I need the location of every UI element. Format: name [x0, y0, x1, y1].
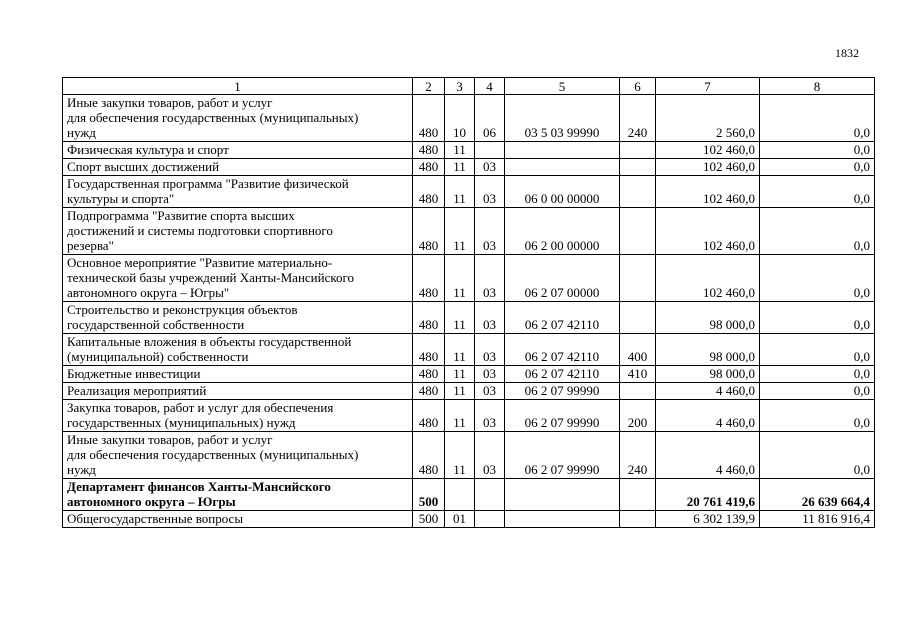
row-name-cell: Физическая культура и спорт — [63, 142, 413, 159]
row-name-cell: Иные закупки товаров, работ и услуг для обеспечения государственных (муниципальных) нужд — [63, 432, 413, 479]
row-section-cell: 11 — [445, 255, 475, 302]
row-target-code-cell: 06 2 07 42110 — [505, 302, 620, 334]
table-row — [63, 432, 875, 479]
table-row — [63, 208, 875, 255]
header-cell: 1 — [63, 78, 413, 95]
row-expense-type-cell: 200 — [620, 400, 656, 432]
row-name-cell: Реализация мероприятий — [63, 383, 413, 400]
row-expense-type-cell — [620, 176, 656, 208]
table-row — [63, 142, 875, 159]
row-section-cell: 11 — [445, 432, 475, 479]
row-target-code-cell: 06 2 07 99990 — [505, 400, 620, 432]
row-ministry-code-cell: 480 — [413, 208, 445, 255]
row-section-cell: 11 — [445, 302, 475, 334]
row-ministry-code-cell: 480 — [413, 366, 445, 383]
row-amount-year2-cell: 0,0 — [760, 334, 875, 366]
row-ministry-code-cell: 480 — [413, 383, 445, 400]
row-ministry-code-cell: 480 — [413, 255, 445, 302]
table-row — [63, 302, 875, 334]
table-row — [63, 400, 875, 432]
row-amount-year2-cell: 0,0 — [760, 432, 875, 479]
row-amount-year2-cell: 0,0 — [760, 400, 875, 432]
row-section-cell: 01 — [445, 511, 475, 528]
row-expense-type-cell: 400 — [620, 334, 656, 366]
row-name-cell: Бюджетные инвестиции — [63, 366, 413, 383]
row-amount-year1-cell: 4 460,0 — [656, 383, 760, 400]
row-amount-year2-cell: 26 639 664,4 — [760, 479, 875, 511]
table-row — [63, 334, 875, 366]
row-amount-year1-cell: 98 000,0 — [656, 366, 760, 383]
page-number: 1832 — [835, 46, 859, 60]
row-name-cell: Закупка товаров, работ и услуг для обеспечения государственных (муниципальных) нужд — [63, 400, 413, 432]
row-ministry-code-cell: 480 — [413, 432, 445, 479]
row-ministry-code-cell: 480 — [413, 400, 445, 432]
row-section-cell — [445, 479, 475, 511]
row-subsection-cell: 06 — [475, 95, 505, 142]
row-section-cell: 11 — [445, 159, 475, 176]
row-name-cell: Государственная программа "Развитие физической культуры и спорта" — [63, 176, 413, 208]
row-expense-type-cell — [620, 511, 656, 528]
row-expense-type-cell — [620, 208, 656, 255]
row-name-cell: Подпрограмма "Развитие спорта высших достижений и системы подготовки спортивного резерва" — [63, 208, 413, 255]
row-subsection-cell: 03 — [475, 208, 505, 255]
row-subsection-cell — [475, 142, 505, 159]
row-amount-year2-cell: 0,0 — [760, 383, 875, 400]
row-target-code-cell — [505, 142, 620, 159]
row-name-cell: Иные закупки товаров, работ и услуг для обеспечения государственных (муниципальных) нужд — [63, 95, 413, 142]
row-target-code-cell — [505, 159, 620, 176]
row-target-code-cell — [505, 479, 620, 511]
row-subsection-cell: 03 — [475, 432, 505, 479]
row-subsection-cell — [475, 511, 505, 528]
row-amount-year2-cell: 0,0 — [760, 95, 875, 142]
row-ministry-code-cell: 480 — [413, 334, 445, 366]
row-expense-type-cell: 240 — [620, 432, 656, 479]
row-expense-type-cell — [620, 159, 656, 176]
row-subsection-cell: 03 — [475, 334, 505, 366]
row-amount-year1-cell: 20 761 419,6 — [656, 479, 760, 511]
row-section-cell: 10 — [445, 95, 475, 142]
row-amount-year2-cell: 11 816 916,4 — [760, 511, 875, 528]
row-name-cell: Строительство и реконструкция объектов государственной собственности — [63, 302, 413, 334]
row-name-cell: Общегосударственные вопросы — [63, 511, 413, 528]
row-section-cell: 11 — [445, 383, 475, 400]
row-amount-year1-cell: 4 460,0 — [656, 432, 760, 479]
header-cell: 6 — [620, 78, 656, 95]
row-amount-year2-cell: 0,0 — [760, 302, 875, 334]
row-ministry-code-cell: 480 — [413, 176, 445, 208]
row-subsection-cell: 03 — [475, 176, 505, 208]
row-target-code-cell: 06 2 07 99990 — [505, 383, 620, 400]
row-amount-year1-cell: 102 460,0 — [656, 176, 760, 208]
row-target-code-cell: 03 5 03 99990 — [505, 95, 620, 142]
row-expense-type-cell — [620, 383, 656, 400]
row-target-code-cell: 06 2 07 00000 — [505, 255, 620, 302]
table-row — [63, 511, 875, 528]
row-ministry-code-cell: 480 — [413, 142, 445, 159]
table-row — [63, 255, 875, 302]
table-row — [63, 383, 875, 400]
table-row — [63, 479, 875, 511]
row-amount-year2-cell: 0,0 — [760, 208, 875, 255]
row-amount-year1-cell: 102 460,0 — [656, 255, 760, 302]
row-amount-year2-cell: 0,0 — [760, 366, 875, 383]
header-cell: 2 — [413, 78, 445, 95]
row-name-cell: Спорт высших достижений — [63, 159, 413, 176]
row-expense-type-cell — [620, 479, 656, 511]
row-expense-type-cell: 240 — [620, 95, 656, 142]
header-cell: 4 — [475, 78, 505, 95]
table-row — [63, 159, 875, 176]
row-expense-type-cell: 410 — [620, 366, 656, 383]
row-section-cell: 11 — [445, 176, 475, 208]
row-section-cell: 11 — [445, 208, 475, 255]
header-cell: 8 — [760, 78, 875, 95]
row-amount-year2-cell: 0,0 — [760, 142, 875, 159]
header-row — [63, 78, 875, 95]
row-expense-type-cell — [620, 142, 656, 159]
row-subsection-cell: 03 — [475, 255, 505, 302]
header-cell: 5 — [505, 78, 620, 95]
row-section-cell: 11 — [445, 334, 475, 366]
row-amount-year1-cell: 2 560,0 — [656, 95, 760, 142]
row-expense-type-cell — [620, 302, 656, 334]
row-subsection-cell: 03 — [475, 159, 505, 176]
table-row — [63, 366, 875, 383]
row-target-code-cell: 06 2 07 99990 — [505, 432, 620, 479]
table-row — [63, 95, 875, 142]
row-subsection-cell — [475, 479, 505, 511]
row-ministry-code-cell: 480 — [413, 302, 445, 334]
row-section-cell: 11 — [445, 142, 475, 159]
row-section-cell: 11 — [445, 366, 475, 383]
row-amount-year1-cell: 102 460,0 — [656, 142, 760, 159]
row-ministry-code-cell: 500 — [413, 479, 445, 511]
header-cell: 3 — [445, 78, 475, 95]
row-subsection-cell: 03 — [475, 400, 505, 432]
row-amount-year1-cell: 6 302 139,9 — [656, 511, 760, 528]
row-target-code-cell: 06 2 07 42110 — [505, 366, 620, 383]
row-ministry-code-cell: 480 — [413, 95, 445, 142]
row-amount-year2-cell: 0,0 — [760, 159, 875, 176]
budget-table — [62, 77, 875, 528]
row-amount-year1-cell: 98 000,0 — [656, 302, 760, 334]
row-amount-year2-cell: 0,0 — [760, 176, 875, 208]
row-ministry-code-cell: 500 — [413, 511, 445, 528]
row-target-code-cell: 06 0 00 00000 — [505, 176, 620, 208]
row-target-code-cell: 06 2 07 42110 — [505, 334, 620, 366]
row-target-code-cell — [505, 511, 620, 528]
row-amount-year2-cell: 0,0 — [760, 255, 875, 302]
row-name-cell: Капитальные вложения в объекты государственной (муниципальной) собственности — [63, 334, 413, 366]
header-cell: 7 — [656, 78, 760, 95]
row-name-cell: Департамент финансов Ханты-Мансийского автономного округа – Югры — [63, 479, 413, 511]
row-ministry-code-cell: 480 — [413, 159, 445, 176]
row-name-cell: Основное мероприятие "Развитие материально- технической базы учреждений Ханты-Мансийского автономного округа – Югры" — [63, 255, 413, 302]
row-amount-year1-cell: 102 460,0 — [656, 159, 760, 176]
row-amount-year1-cell: 98 000,0 — [656, 334, 760, 366]
row-amount-year1-cell: 4 460,0 — [656, 400, 760, 432]
row-subsection-cell: 03 — [475, 302, 505, 334]
row-target-code-cell: 06 2 00 00000 — [505, 208, 620, 255]
row-subsection-cell: 03 — [475, 383, 505, 400]
row-expense-type-cell — [620, 255, 656, 302]
row-subsection-cell: 03 — [475, 366, 505, 383]
row-amount-year1-cell: 102 460,0 — [656, 208, 760, 255]
row-section-cell: 11 — [445, 400, 475, 432]
table-row — [63, 176, 875, 208]
